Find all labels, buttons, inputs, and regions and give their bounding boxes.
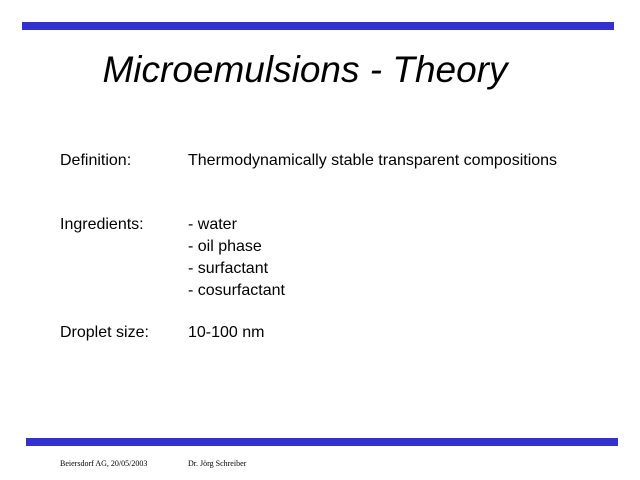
- top-accent-bar: [22, 22, 614, 30]
- ingredient-item: - water: [188, 216, 237, 233]
- ingredient-item: - surfactant: [188, 260, 269, 277]
- slide-title: Microemulsions - Theory: [102, 49, 508, 90]
- ingredient-item: - oil phase: [188, 238, 262, 255]
- ingredient-item: - cosurfactant: [188, 282, 285, 299]
- ingredients-list: [188, 214, 285, 302]
- footer-company-date: Beiersdorf AG, 20/05/2003: [60, 459, 148, 468]
- footer-author: Dr. Jörg Schreiber: [188, 459, 247, 468]
- definition-value: Thermodynamically stable transparent compositions: [188, 152, 558, 169]
- bottom-accent-bar: [26, 438, 618, 446]
- droplet-size-label: Droplet size:: [60, 324, 149, 341]
- definition-label: Definition:: [60, 152, 132, 169]
- droplet-size-value: 10-100 nm: [188, 324, 265, 341]
- ingredients-label: Ingredients:: [60, 216, 144, 233]
